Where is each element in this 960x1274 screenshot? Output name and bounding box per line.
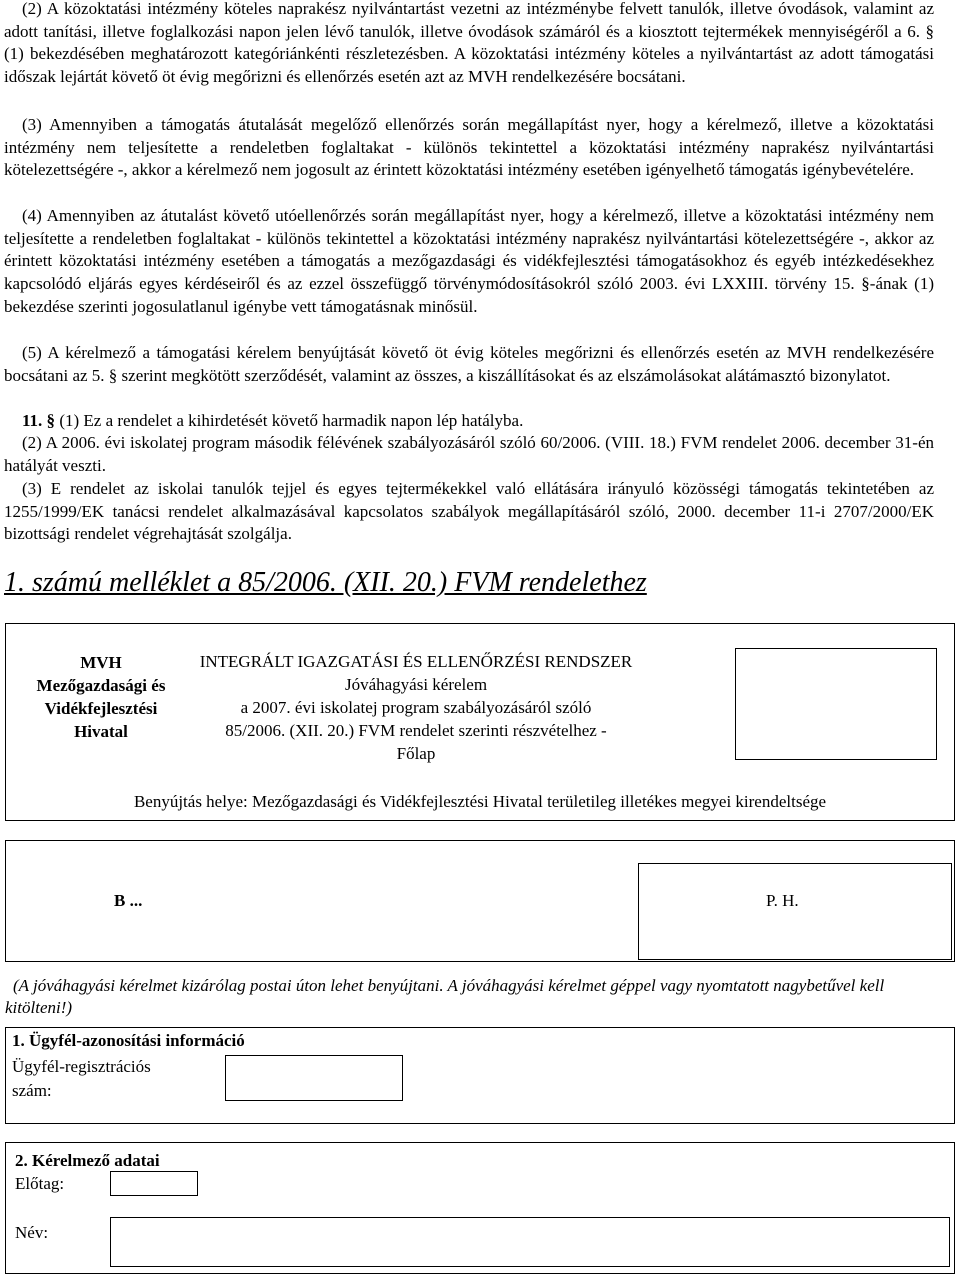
registration-label-line-1: Ügyfél-regisztrációs <box>12 1057 151 1076</box>
form-title-line-2: Jóváhagyási kérelem <box>344 675 488 694</box>
form-title-line-4: 85/2006. (XII. 20.) FVM rendelet szerinti részvételhez - <box>225 721 607 740</box>
section-11-paragraph-1 <box>4 410 934 433</box>
section-11-paragraph-2: (2) A 2006. évi iskolatej program második félévének szabályozásáról szóló 60/2006. (VIII. 18.) FVM rendelet 2006. december 31-én hatályát veszti. <box>4 433 934 475</box>
agency-line-3: Vidékfejlesztési <box>44 699 158 718</box>
paragraph-3: (3) Amennyiben a támogatás átutalását megelőző ellenőrzés során megállapítást nyer, hogy a kérelmező, illetve a közoktatási intézmény nem teljesítette a rendeletben foglaltakat - különös tekintettel a közoktatási intézmény naprakész nyilvántartási kötelezettségére -, akkor a kérelmező nem jogosult az érintett közoktatási intézmény esetében igényelhető támogatás igénybevételére. <box>4 115 934 180</box>
section1-title: 1. Ügyfél-azonosítási információ <box>12 1031 245 1050</box>
registration-number-label <box>12 1055 151 1103</box>
form-header-box <box>5 623 955 821</box>
annex-heading: 1. számú melléklet a 85/2006. (XII. 20.) FVM rendelethez <box>4 567 647 598</box>
agency-line-4: Hivatal <box>74 722 128 741</box>
name-field[interactable] <box>110 1217 950 1267</box>
agency-name <box>6 651 196 743</box>
paragraph-5: (5) A kérelmező a támogatási kérelem benyújtását követő öt évig köteles megőrizni és ellenőrzés esetén az MVH rendelkezésére bocsátani az 5. § szerint megkötött szerződését, valamint az összes, a kiszállításokat és az elszámolásokat alátámasztó bizonylatot. <box>4 343 934 385</box>
section-number: 11. § <box>22 411 56 430</box>
barcode-label: B ... <box>114 891 143 910</box>
section2-title: 2. Kérelmező adatai <box>15 1151 160 1170</box>
form-title-line-5: Főlap <box>396 744 436 763</box>
submission-note: (A jóváhagyási kérelmet kizárólag postai úton lehet benyújtani. A jóváhagyási kérelmet géppel vagy nyomtatott nagybetűvel kell kitölteni!) <box>5 976 885 1017</box>
agency-line-2: Mezőgazdasági és <box>36 676 166 695</box>
paragraph-4: (4) Amennyiben az átutalást követő utóellenőrzés során megállapítást nyer, hogy a kérelmező, illetve a közoktatási intézmény nem teljesítette a rendeletben foglaltakat - különös tekintettel a közoktatási intézmény naprakész nyilvántartási kötelezettségére -, akkor az érintett közoktatási intézmény esetében a támogatás a mezőgazdasági és vidékfejlesztési támogatásokhoz és egyéb intézkedésekhez kapcsolódó eljárás egyes kérdéseiről és az ezzel összefüggő törvénymódosításokról szóló 2003. évi LXXIII. törvény 15. §-ának (1) bekezdése szerinti jogosulatlanul igénybe vett támogatásnak minősül. <box>4 206 934 316</box>
prefix-label: Előtag: <box>15 1174 65 1193</box>
name-label: Név: <box>15 1223 49 1242</box>
prefix-field[interactable] <box>110 1171 198 1196</box>
section-11-paragraph-3: (3) E rendelet az iskolai tanulók tejjel és egyes tejtermékekkel való ellátására irányuló közösségi támogatás tekintetében az 1255/1999/EK tanácsi rendelet alkalmazásával kapcsolatos szabályok megállapításáról szóló, 2000. december 11-i 2707/2000/EK bizottsági rendelet végrehajtását szolgálja. <box>4 479 934 544</box>
paragraph-2: (2) A közoktatási intézmény köteles naprakész nyilvántartást vezetni az intézménybe felvett tanulók, illetve óvodások, valamint az adott tanítási, illetve foglalkozási napon jelen lévő tanulók, illetve óvodások számáról és a kiosztott tejtermékek mennyiségéről a 6. § (1) bekezdésében meghatározott kategóriánkénti részletezésben. A közoktatási intézmény köteles a nyilvántartást az adott támogatási időszak lejártát követő öt évig megőrizni és ellenőrzés esetén azt az MVH rendelkezésére bocsátani. <box>4 0 934 87</box>
barcode-stamp-box <box>5 840 955 962</box>
registration-label-line-2: szám: <box>12 1081 52 1100</box>
applicant-data-section <box>5 1142 955 1274</box>
ph-label: P. H. <box>766 891 799 910</box>
form-title-line-1: INTEGRÁLT IGAZGATÁSI ÉS ELLENŐRZÉSI RENDSZER <box>199 652 633 671</box>
registration-number-field[interactable] <box>225 1055 403 1101</box>
submission-place: Benyújtás helye: Mezőgazdasági és Vidékfejlesztési Hivatal területileg illetékes megyei kirendeltsége <box>133 792 827 811</box>
form-title-line-3: a 2007. évi iskolatej program szabályozásáról szóló <box>240 698 592 717</box>
section-11-text: (1) Ez a rendelet a kihirdetését követő harmadik napon lép hatályba. <box>59 411 524 430</box>
client-id-section <box>5 1027 955 1124</box>
registration-stamp-box <box>735 648 937 760</box>
form-title <box>191 650 641 765</box>
ph-stamp-box <box>638 863 952 960</box>
agency-line-1: MVH <box>80 653 122 672</box>
